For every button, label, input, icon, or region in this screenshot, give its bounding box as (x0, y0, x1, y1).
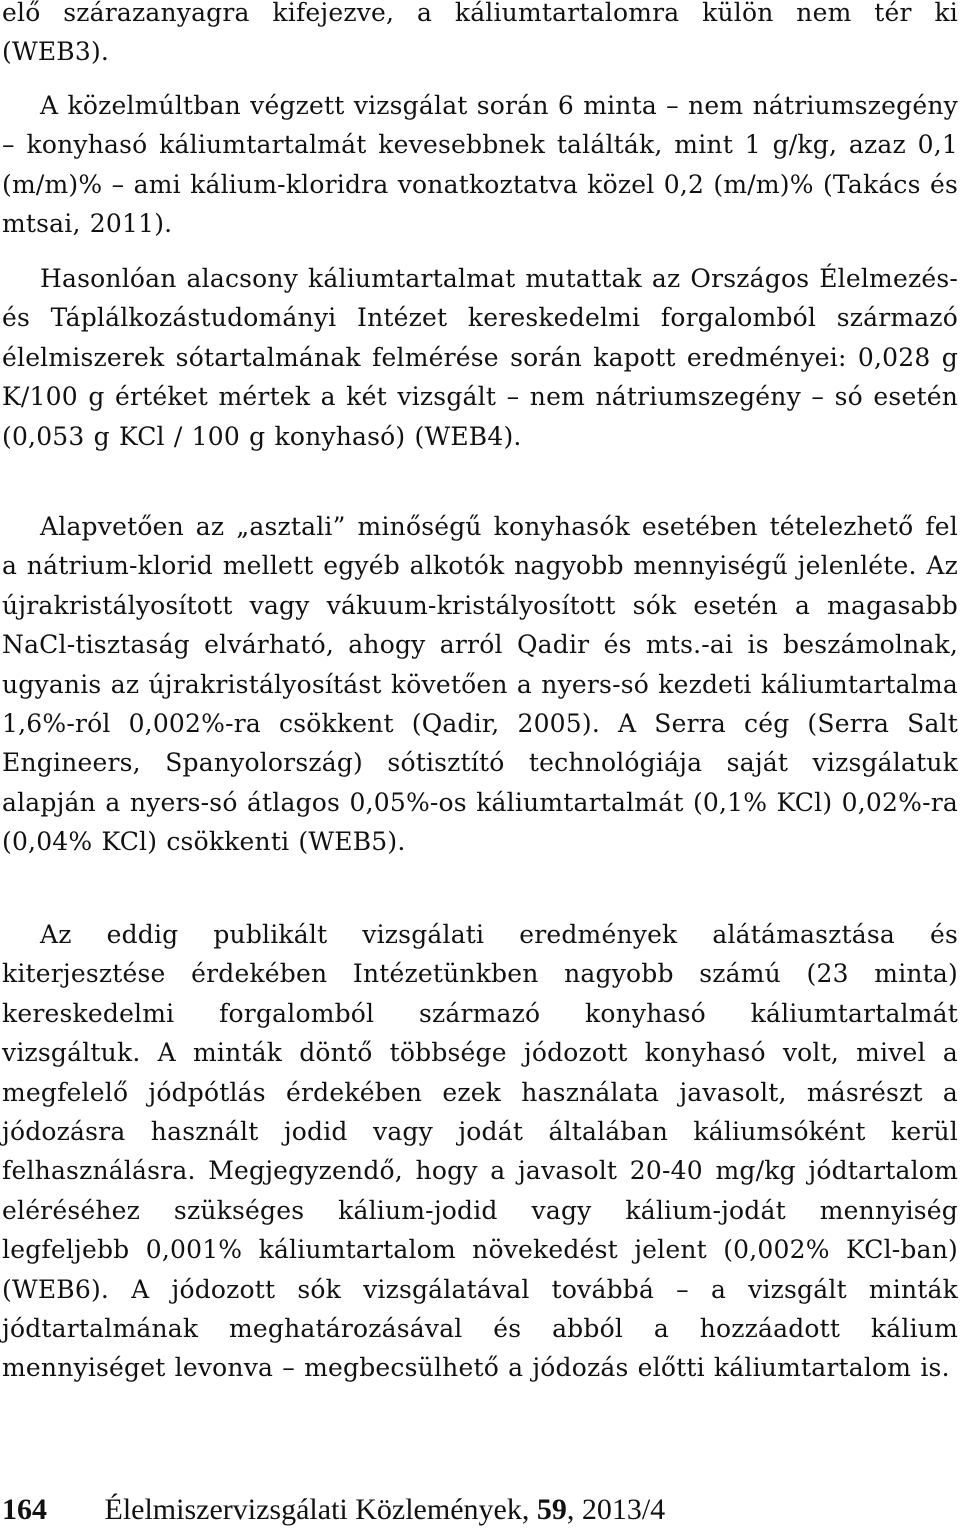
paragraph-5: Az eddig publikált vizsgálati eredmények alátámasztása és kiterjesztése érdekében Intézetünkben nagyobb számú (23 minta) kereskedelmi forgalomból származó konyhasó káliumtartalmát vizsgáltuk. A minták döntő többsége jódozott konyhasó volt, mivel a megfelelő jódpótlás érdekében ezek használata javasolt, másrészt a jódozásra használt jodid vagy jodát általában káliumsóként kerül felhasználásra. Megjegyzendő, hogy a javasolt 20-40 mg/kg jódtartalom eléréséhez szükséges kálium-jodid vagy kálium-jodát mennyiség legfeljebb 0,001% káliumtartalom növekedést jelent (0,002% KCl-ban) (WEB6). A jódozott sók vizsgálatával továbbá – a vizsgált minták jódtartalmának meghatározásával és abból a hozzáadott kálium mennyiséget levonva – megbecsülhető a jódozás előtti káliumtartalom is. (2, 920, 958, 1383)
paragraph-1: elő szárazanyagra kifejezve, a káliumtartalomra külön nem tér ki (WEB3). (2, 0, 958, 67)
page-number: 164 (2, 1493, 47, 1526)
journal-issue: , 2013/4 (566, 1493, 666, 1526)
paragraph-3: Hasonlóan alacsony káliumtartalmat mutattak az Országos Élelmezés- és Táplálkozástudományi Intézet kereskedelmi forgalomból származó élelmiszerek sótartalmának felmérése során kapott eredményei: 0,028 g K/100 g értéket mértek a két vizsgált – nem nátriumszegény – só esetén (0,053 g KCl / 100 g konyhasó) (WEB4). (2, 264, 958, 451)
paragraph-4: Alapvetően az „asztali” minőségű konyhasók esetében tételezhető fel a nátrium-klorid mellett egyéb alkotók nagyobb mennyiségű jelenléte. Az újrakristályosított vagy vákuum-kristályosított sók esetén a magasabb NaCl-tisztaság elvárható, ahogy arról Qadir és mts.-ai is beszámolnak, ugyanis az újrakristályosítást követően a nyers-só kezdeti káliumtartalma 1,6%-ról 0,002%-ra csökkent (Qadir, 2005). A Serra cég (Serra Salt Engineers, Spanyolország) sótisztító technológiája saját vizsgálatuk alapján a nyers-só átlagos 0,05%-os káliumtartalmát (0,1% KCl) 0,02%-ra (0,04% KCl) csökkenti (WEB5). (2, 512, 958, 857)
page-footer (2, 1490, 958, 1530)
journal-title: Élelmiszervizsgálati Közlemények, (104, 1493, 530, 1526)
journal-volume: 59 (536, 1493, 567, 1526)
paragraph-2: A közelmúltban végzett vizsgálat során 6 minta – nem nátriumszegény – konyhasó káliumtartalmát kevesebbnek találták, mint 1 g/kg, azaz 0,1 (m/m)% – ami kálium-kloridra vonatkoztatva közel 0,2 (m/m)% (Takács és mtsai, 2011). (2, 91, 958, 239)
